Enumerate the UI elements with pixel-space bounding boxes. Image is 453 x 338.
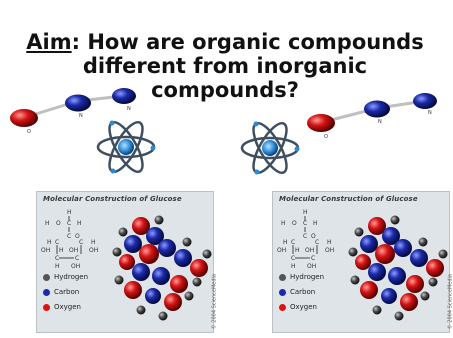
legend-hydrogen: Hydrogen — [279, 273, 324, 281]
svg-text:O: O — [75, 233, 80, 240]
oxygen-atom — [307, 114, 335, 132]
svg-text:OH: OH — [41, 247, 51, 254]
svg-text:C: C — [67, 233, 72, 240]
slide-title — [0, 30, 450, 102]
svg-text:O: O — [56, 220, 61, 227]
svg-text:C: C — [79, 239, 84, 246]
svg-text:C: C — [311, 255, 316, 262]
atom-icon-left — [98, 118, 156, 176]
glucose-panel-left — [36, 191, 217, 333]
svg-text:H: H — [77, 220, 82, 227]
title-line-1: : How are organic compounds — [71, 30, 424, 54]
svg-text:OH: OH — [71, 263, 81, 270]
svg-text:OH: OH — [305, 247, 315, 254]
oxygen-atom — [10, 109, 38, 127]
atom-label: N — [79, 113, 83, 119]
oxygen-dot — [279, 304, 286, 311]
svg-text:OH: OH — [277, 247, 287, 254]
nitrogen-atom — [364, 101, 390, 118]
glucose-3d-model — [113, 216, 212, 321]
atom-label: O — [27, 129, 31, 135]
legend-oxygen: Oxygen — [279, 303, 317, 311]
atom-label: N — [378, 119, 382, 125]
svg-text:O: O — [311, 233, 316, 240]
atom-label: O — [324, 134, 328, 140]
svg-text:C: C — [303, 233, 308, 240]
carbon-dot — [279, 289, 286, 296]
copyright-text: © 2004 ScienceMedia — [447, 274, 453, 330]
svg-text:C: C — [75, 255, 80, 262]
svg-text:C: C — [55, 255, 60, 262]
panel-title: Molecular Construction of Glucose — [279, 195, 418, 203]
svg-text:OH: OH — [307, 263, 317, 270]
svg-text:H: H — [47, 239, 52, 246]
svg-text:H: H — [295, 247, 300, 254]
svg-text:OH: OH — [325, 247, 335, 254]
atom-icon-right — [242, 119, 300, 177]
glucose-diagram — [37, 192, 215, 334]
legend-oxygen: Oxygen — [43, 303, 81, 311]
copyright-text: © 2004 ScienceMedia — [211, 274, 217, 330]
title-line-3: compounds? — [151, 78, 299, 102]
svg-text:H: H — [55, 263, 60, 270]
svg-text:H: H — [313, 220, 318, 227]
legend-carbon: Carbon — [279, 288, 315, 296]
svg-text:H: H — [91, 239, 96, 246]
svg-text:C: C — [55, 239, 60, 246]
svg-text:H: H — [327, 239, 332, 246]
legend-carbon: Carbon — [43, 288, 79, 296]
glucose-panel-right — [272, 191, 453, 333]
svg-text:H: H — [303, 209, 308, 216]
svg-text:C: C — [303, 220, 308, 227]
svg-text:H: H — [67, 209, 72, 216]
svg-text:H: H — [45, 220, 50, 227]
hydrogen-dot — [279, 274, 286, 281]
panel-title: Molecular Construction of Glucose — [43, 195, 182, 203]
hydrogen-dot — [43, 274, 50, 281]
glucose-diagram — [273, 192, 451, 334]
svg-text:C: C — [315, 239, 320, 246]
svg-text:H: H — [59, 247, 64, 254]
svg-text:OH: OH — [69, 247, 79, 254]
svg-text:C: C — [67, 220, 72, 227]
svg-text:C: C — [291, 239, 296, 246]
atom-label: N — [127, 106, 131, 112]
carbon-dot — [43, 289, 50, 296]
aim-label: Aim — [26, 30, 72, 54]
atom-label: N — [428, 110, 432, 116]
title-line-2: different from inorganic — [82, 54, 368, 78]
glucose-3d-model — [349, 216, 448, 321]
oxygen-dot — [43, 304, 50, 311]
svg-text:H: H — [283, 239, 288, 246]
svg-text:H: H — [291, 263, 296, 270]
svg-text:C: C — [291, 255, 296, 262]
svg-text:OH: OH — [89, 247, 99, 254]
legend-hydrogen: Hydrogen — [43, 273, 88, 281]
svg-text:O: O — [292, 220, 297, 227]
svg-text:H: H — [281, 220, 286, 227]
